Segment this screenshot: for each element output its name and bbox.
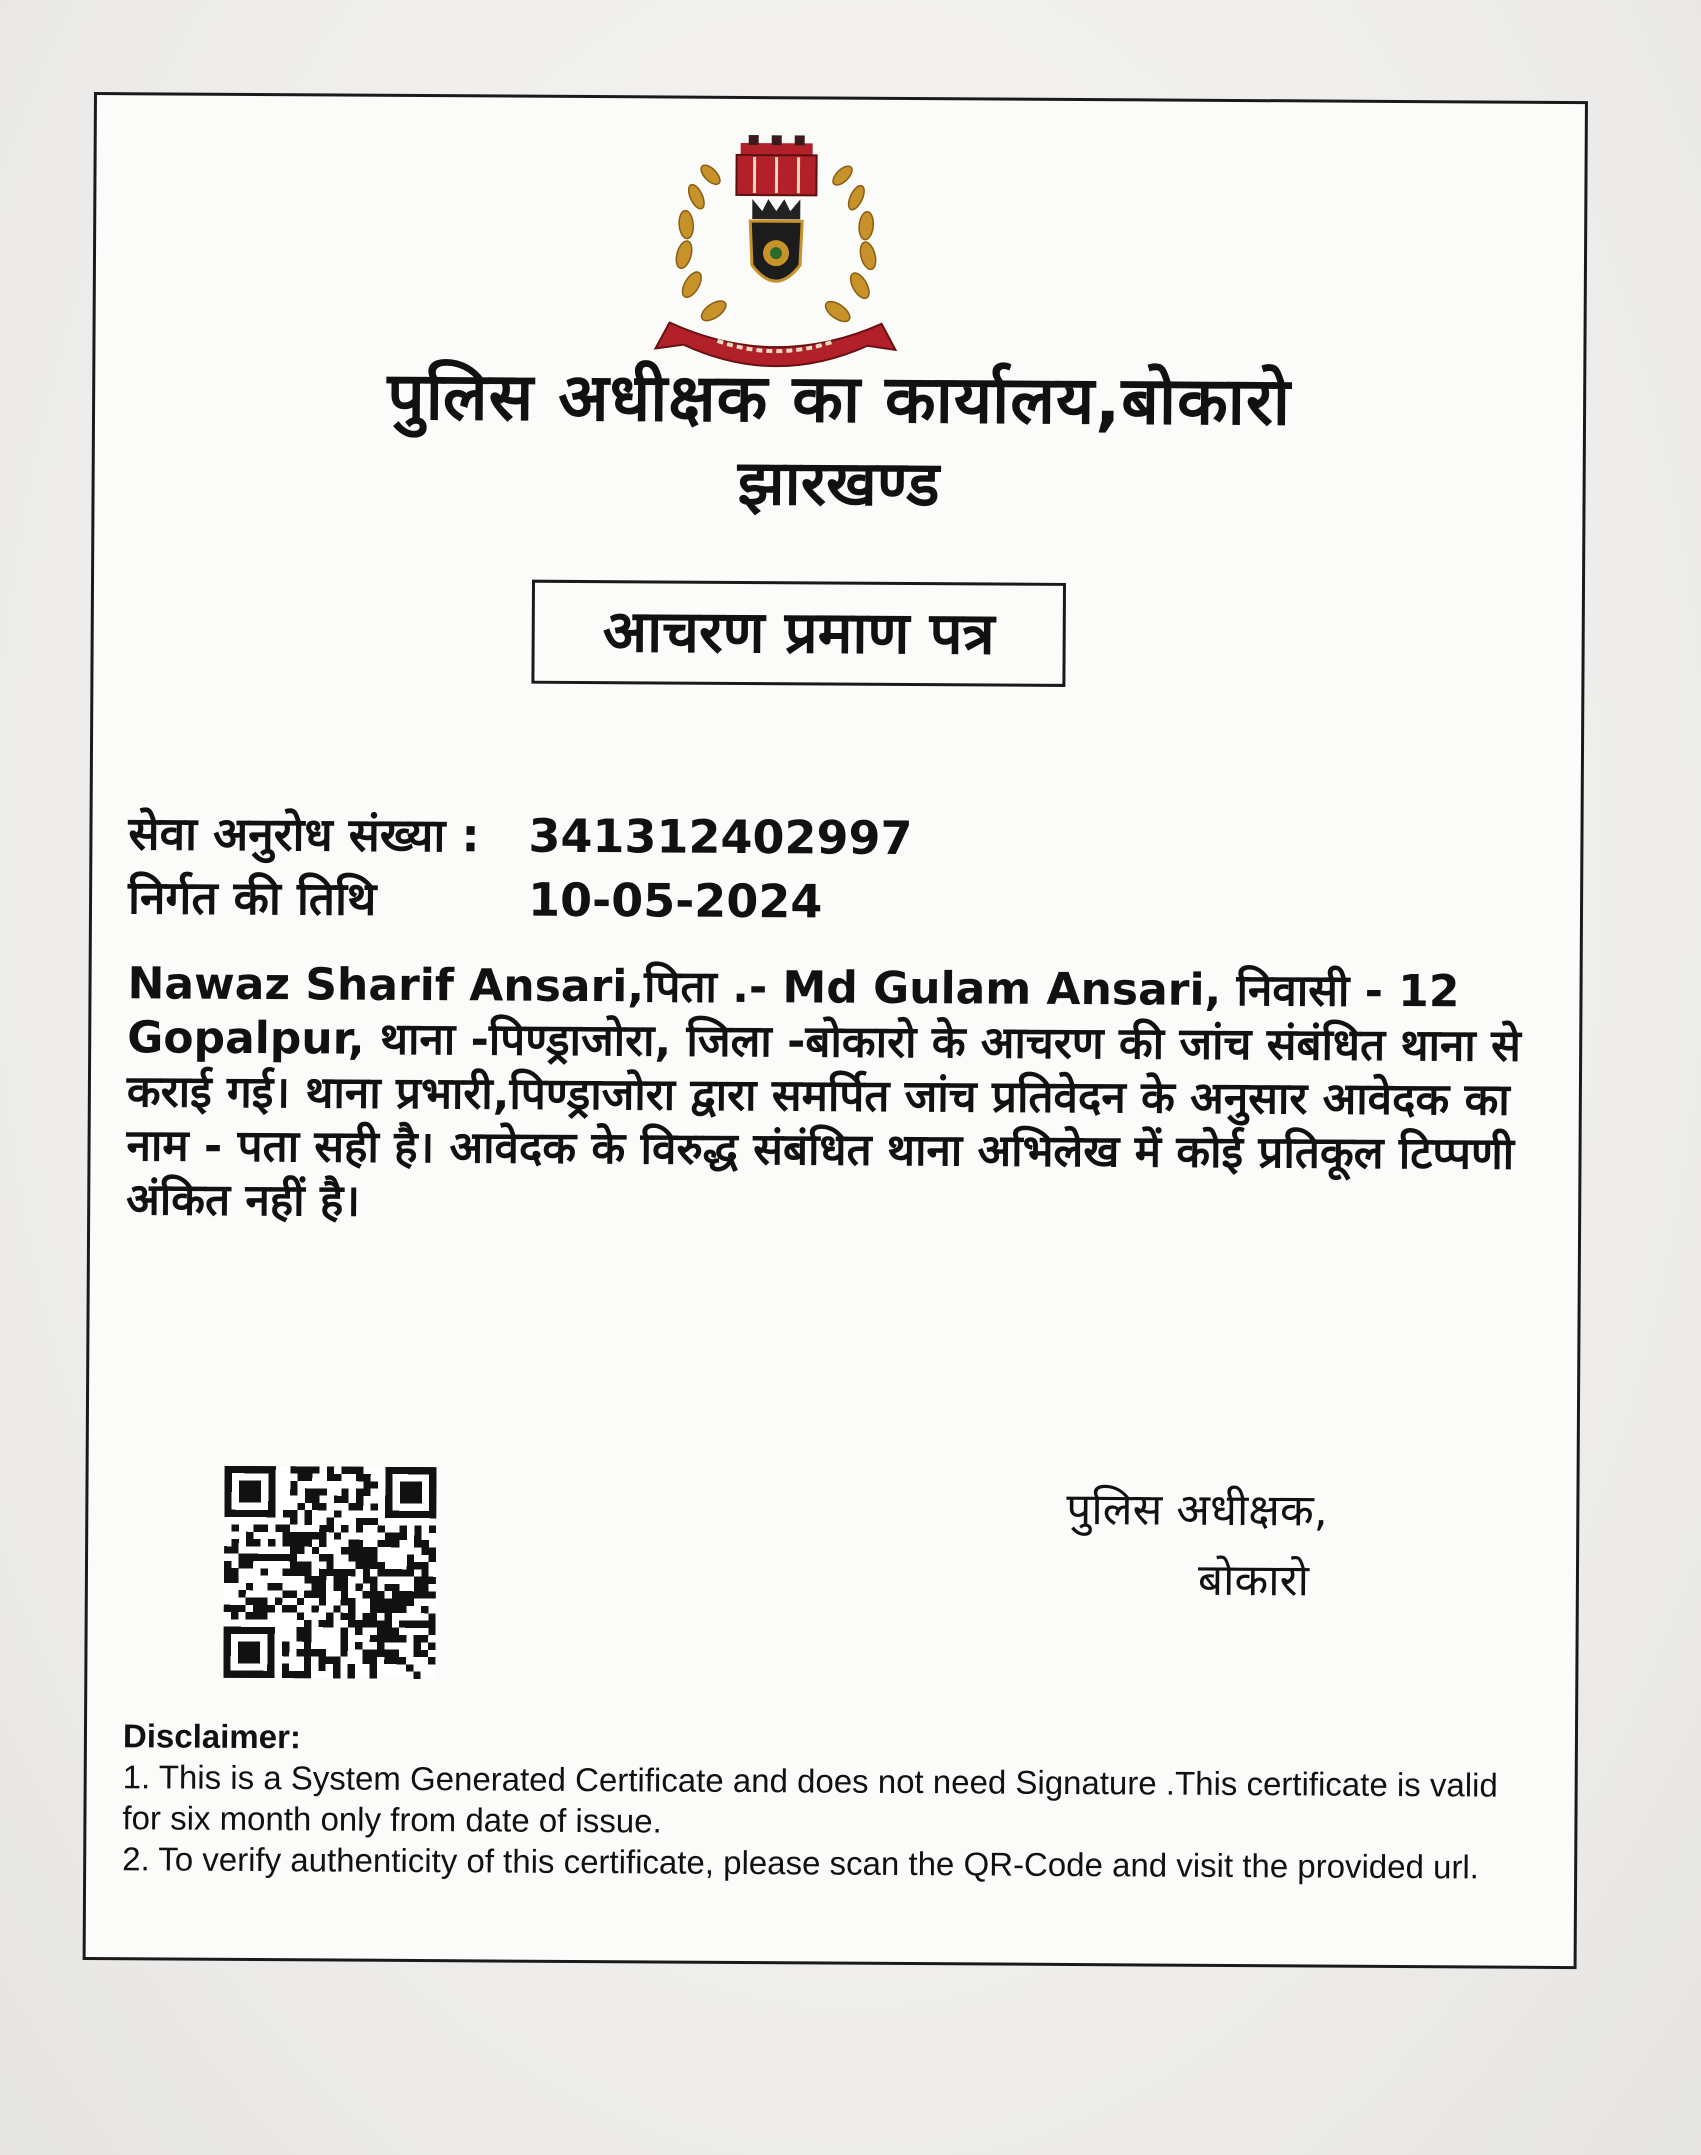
disclaimer-item-2: 2. To verify authenticity of this certificate, please scan the QR-Code and visit the provided url. — [122, 1840, 1480, 1886]
disclaimer-item-1: 1. This is a System Generated Certificate and does not need Signature .This certificate is valid for six month only from date of issue. — [122, 1758, 1498, 1840]
signatory-place: बोकारो — [1197, 1554, 1310, 1607]
signatory-title: पुलिस अधीक्षक, — [1066, 1483, 1328, 1537]
request-number-label: सेवा अनुरोध संख्या : — [128, 806, 480, 863]
issue-date-value: 10-05-2024 — [527, 872, 823, 929]
certificate-body: Nawaz Sharif Ansari,पिता .- Md Gulam Ansari, निवासी - 12 Gopalpur, थाना -पिण्ड्राजोरा, जिला -बोकारो के आचरण की जांच संबंधित थाना से कराई गई। थाना प्रभारी,पिण्ड्राजोरा द्वारा समर्पित जांच प्रतिवेदन के अनुसार आवेदक का नाम - पता सही है। आवेदक के विरुद्ध संबंधित थाना अभिलेख में कोई प्रतिकूल टिप्पणी अंकित नहीं है। — [126, 958, 1521, 1227]
qr-code-icon[interactable] — [223, 1466, 436, 1679]
certificate-frame — [83, 92, 1588, 1969]
signature-block — [1066, 1475, 1328, 1617]
police-emblem-icon — [643, 134, 909, 386]
issue-date-label: निर्गत की तिथि — [127, 870, 377, 926]
state-name: झारखण्ड — [737, 445, 940, 521]
request-number-row — [128, 801, 912, 868]
disclaimer-heading: Disclaimer: — [122, 1717, 302, 1756]
disclaimer — [122, 1715, 1543, 1888]
issue-date-row — [128, 865, 823, 931]
certificate-title: आचरण प्रमाण पत्र — [531, 580, 1066, 687]
office-title: पुलिस अधीक्षक का कार्यालय,बोकारो — [387, 357, 1292, 441]
request-number-value: 341312402997 — [528, 808, 913, 866]
